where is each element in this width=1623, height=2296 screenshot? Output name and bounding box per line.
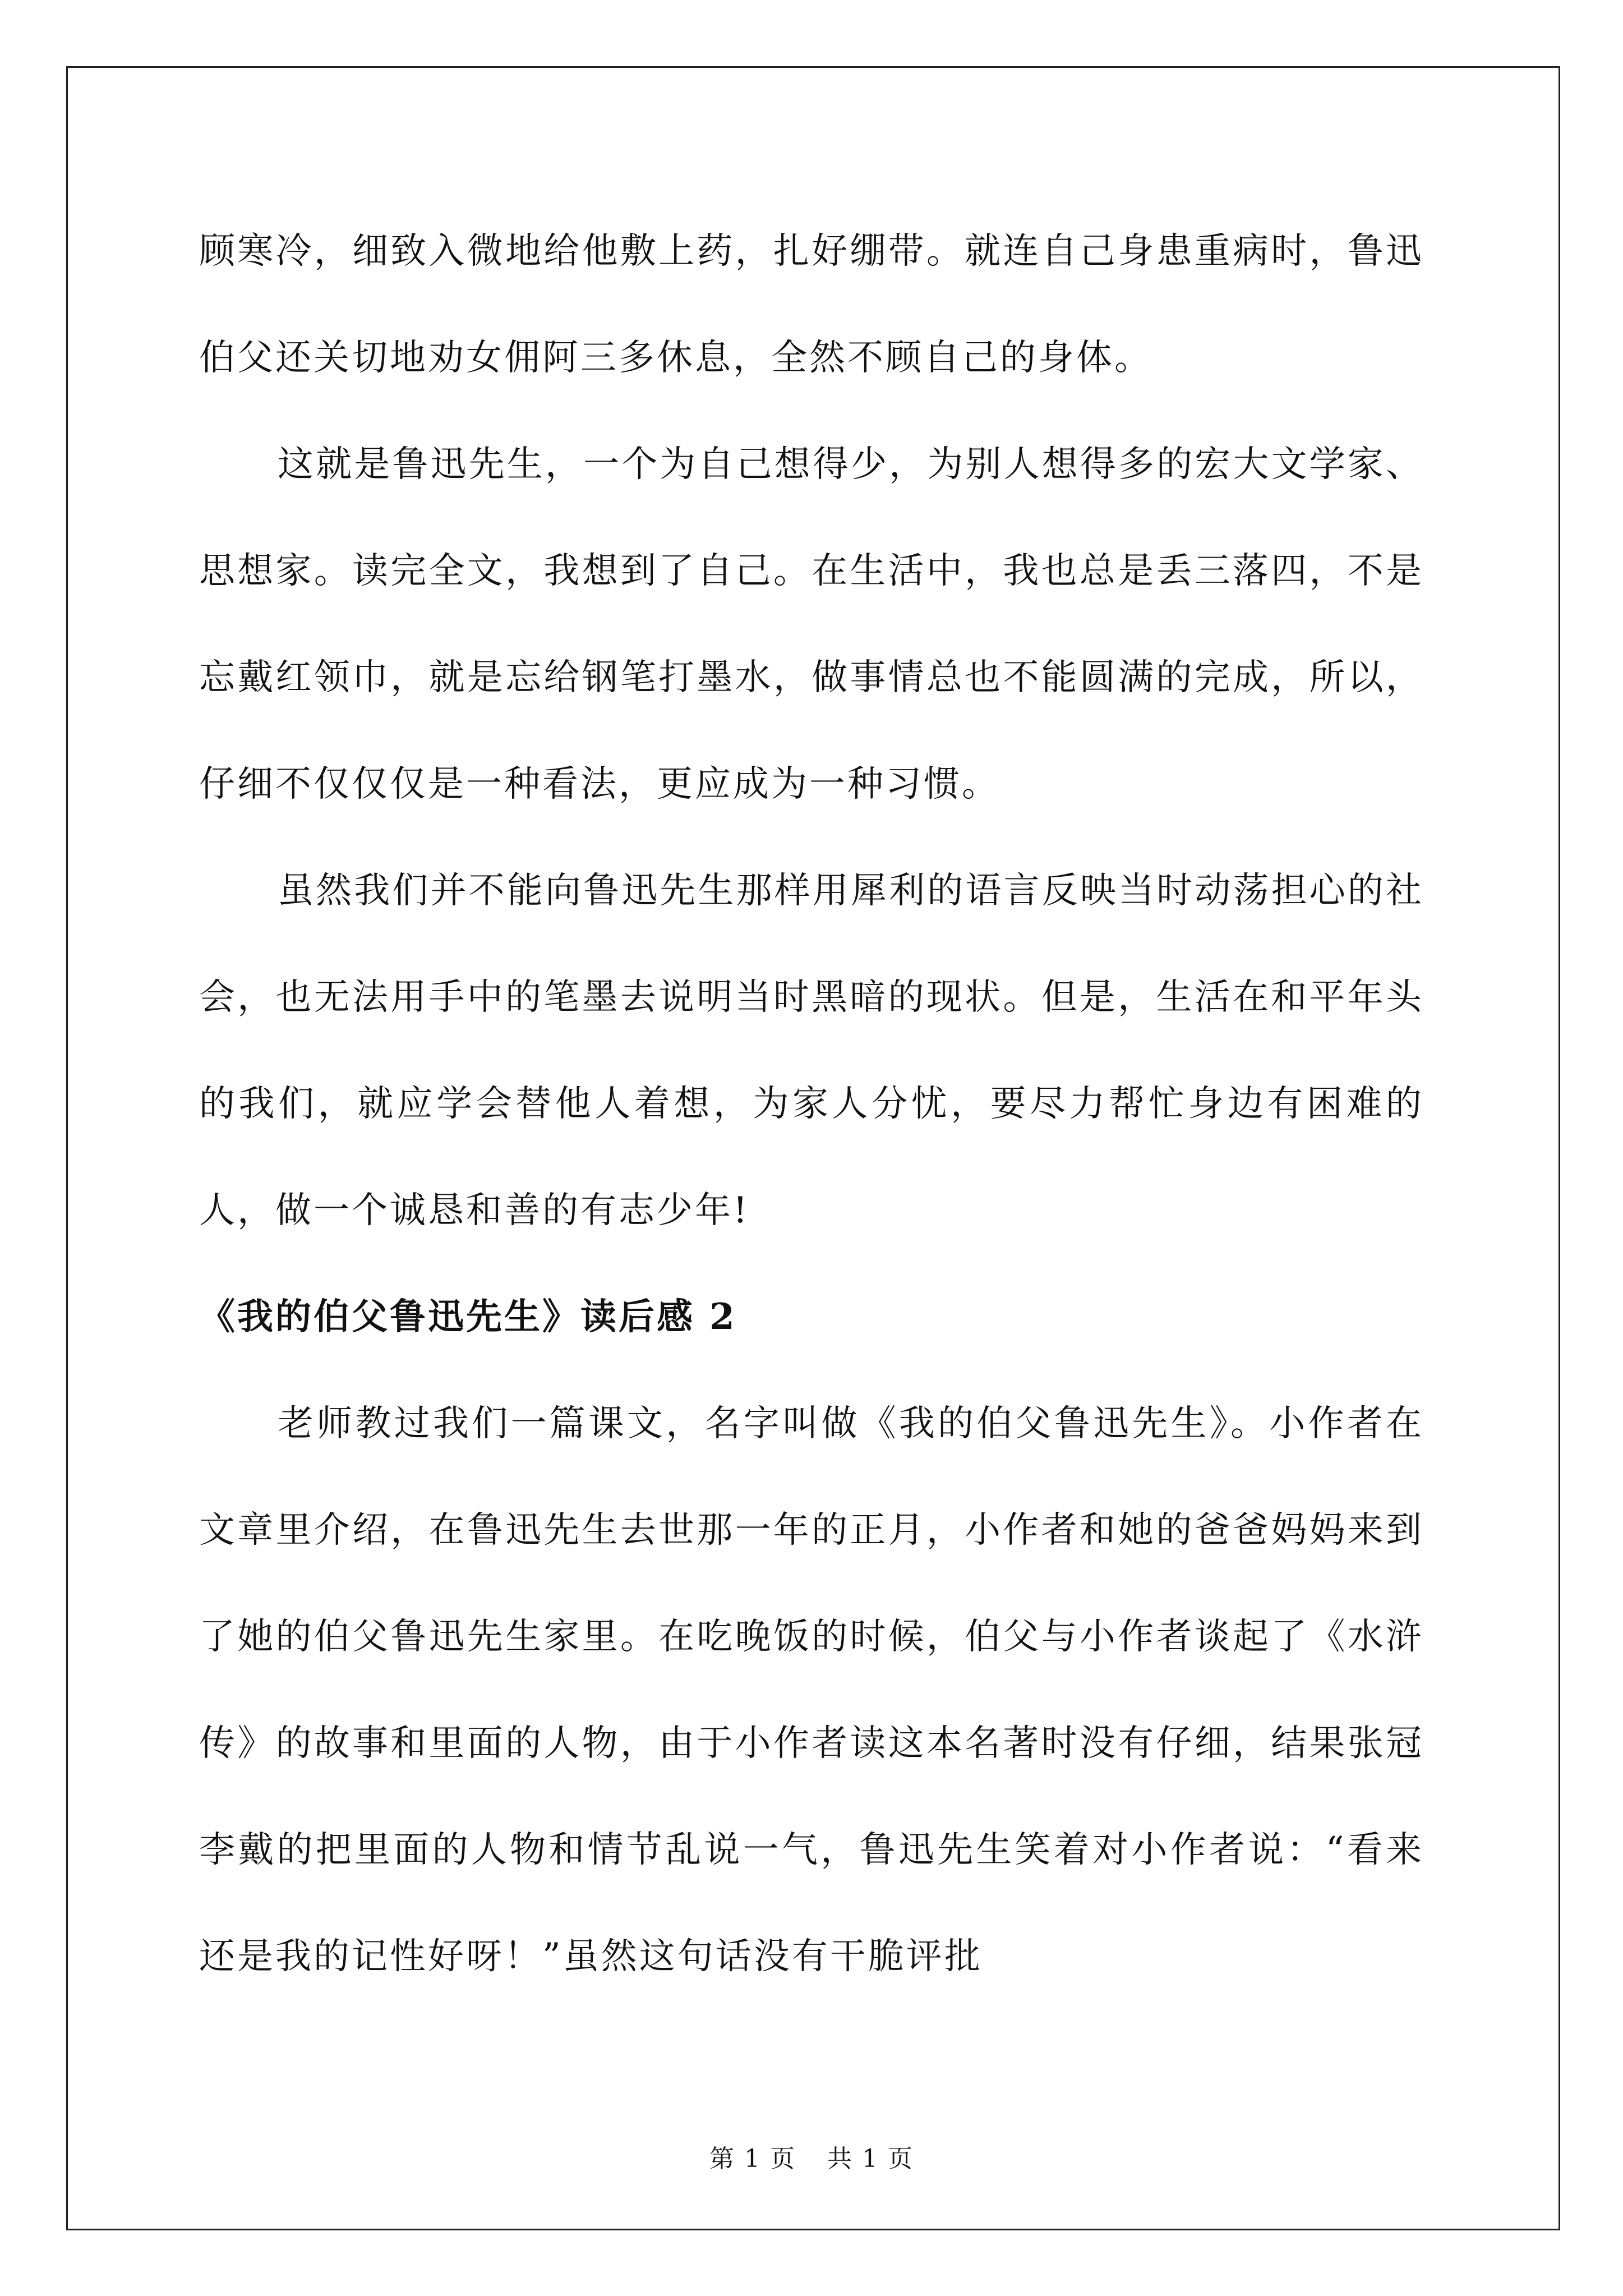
section-heading: 《我的伯父鲁迅先生》读后感 2 xyxy=(199,1296,737,1338)
page-total-label: 共 1 页 xyxy=(827,2145,914,2173)
paragraph-1: 顾寒冷，细致入微地给他敷上药，扎好绷带。就连自己身患重病时，鲁迅伯父还关切地劝女佣阿三多休息，全然不顾自己的身体。 xyxy=(199,231,1424,379)
paragraph-3: 虽然我们并不能向鲁迅先生那样用犀利的语言反映当时动荡担心的社会，也无法用手中的笔墨去说明当时黑暗的现状。但是，生活在和平年头的我们，就应学会替他人着想，为家人分忧，要尽力帮忙身边有困难的人，做一个诚恳和善的有志少年! xyxy=(199,870,1424,1231)
page-footer xyxy=(0,2138,1623,2174)
paragraph-2: 这就是鲁迅先生，一个为自己想得少，为别人想得多的宏大文学家、思想家。读完全文，我想到了自己。在生活中，我也总是丢三落四，不是忘戴红领巾，就是忘给钢笔打墨水，做事情总也不能圆满的完成，所以，仔细不仅仅仅是一种看法，更应成为一种习惯。 xyxy=(199,444,1424,805)
paragraph-4: 老师教过我们一篇课文，名字叫做《我的伯父鲁迅先生》。小作者在文章里介绍，在鲁迅先生去世那一年的正月，小作者和她的爸爸妈妈来到了她的伯父鲁迅先生家里。在吃晚饭的时候，伯父与小作者谈起了《水浒传》的故事和里面的人物，由于小作者读这本名著时没有仔细，结果张冠李戴的把里面的人物和情节乱说一气，鲁迅先生笑着对小作者说：“看来还是我的记性好呀！”虽然这句话没有干脆评批 xyxy=(199,1403,1424,1977)
document-body xyxy=(199,198,1424,2010)
page-number-label: 第 1 页 xyxy=(709,2145,796,2173)
